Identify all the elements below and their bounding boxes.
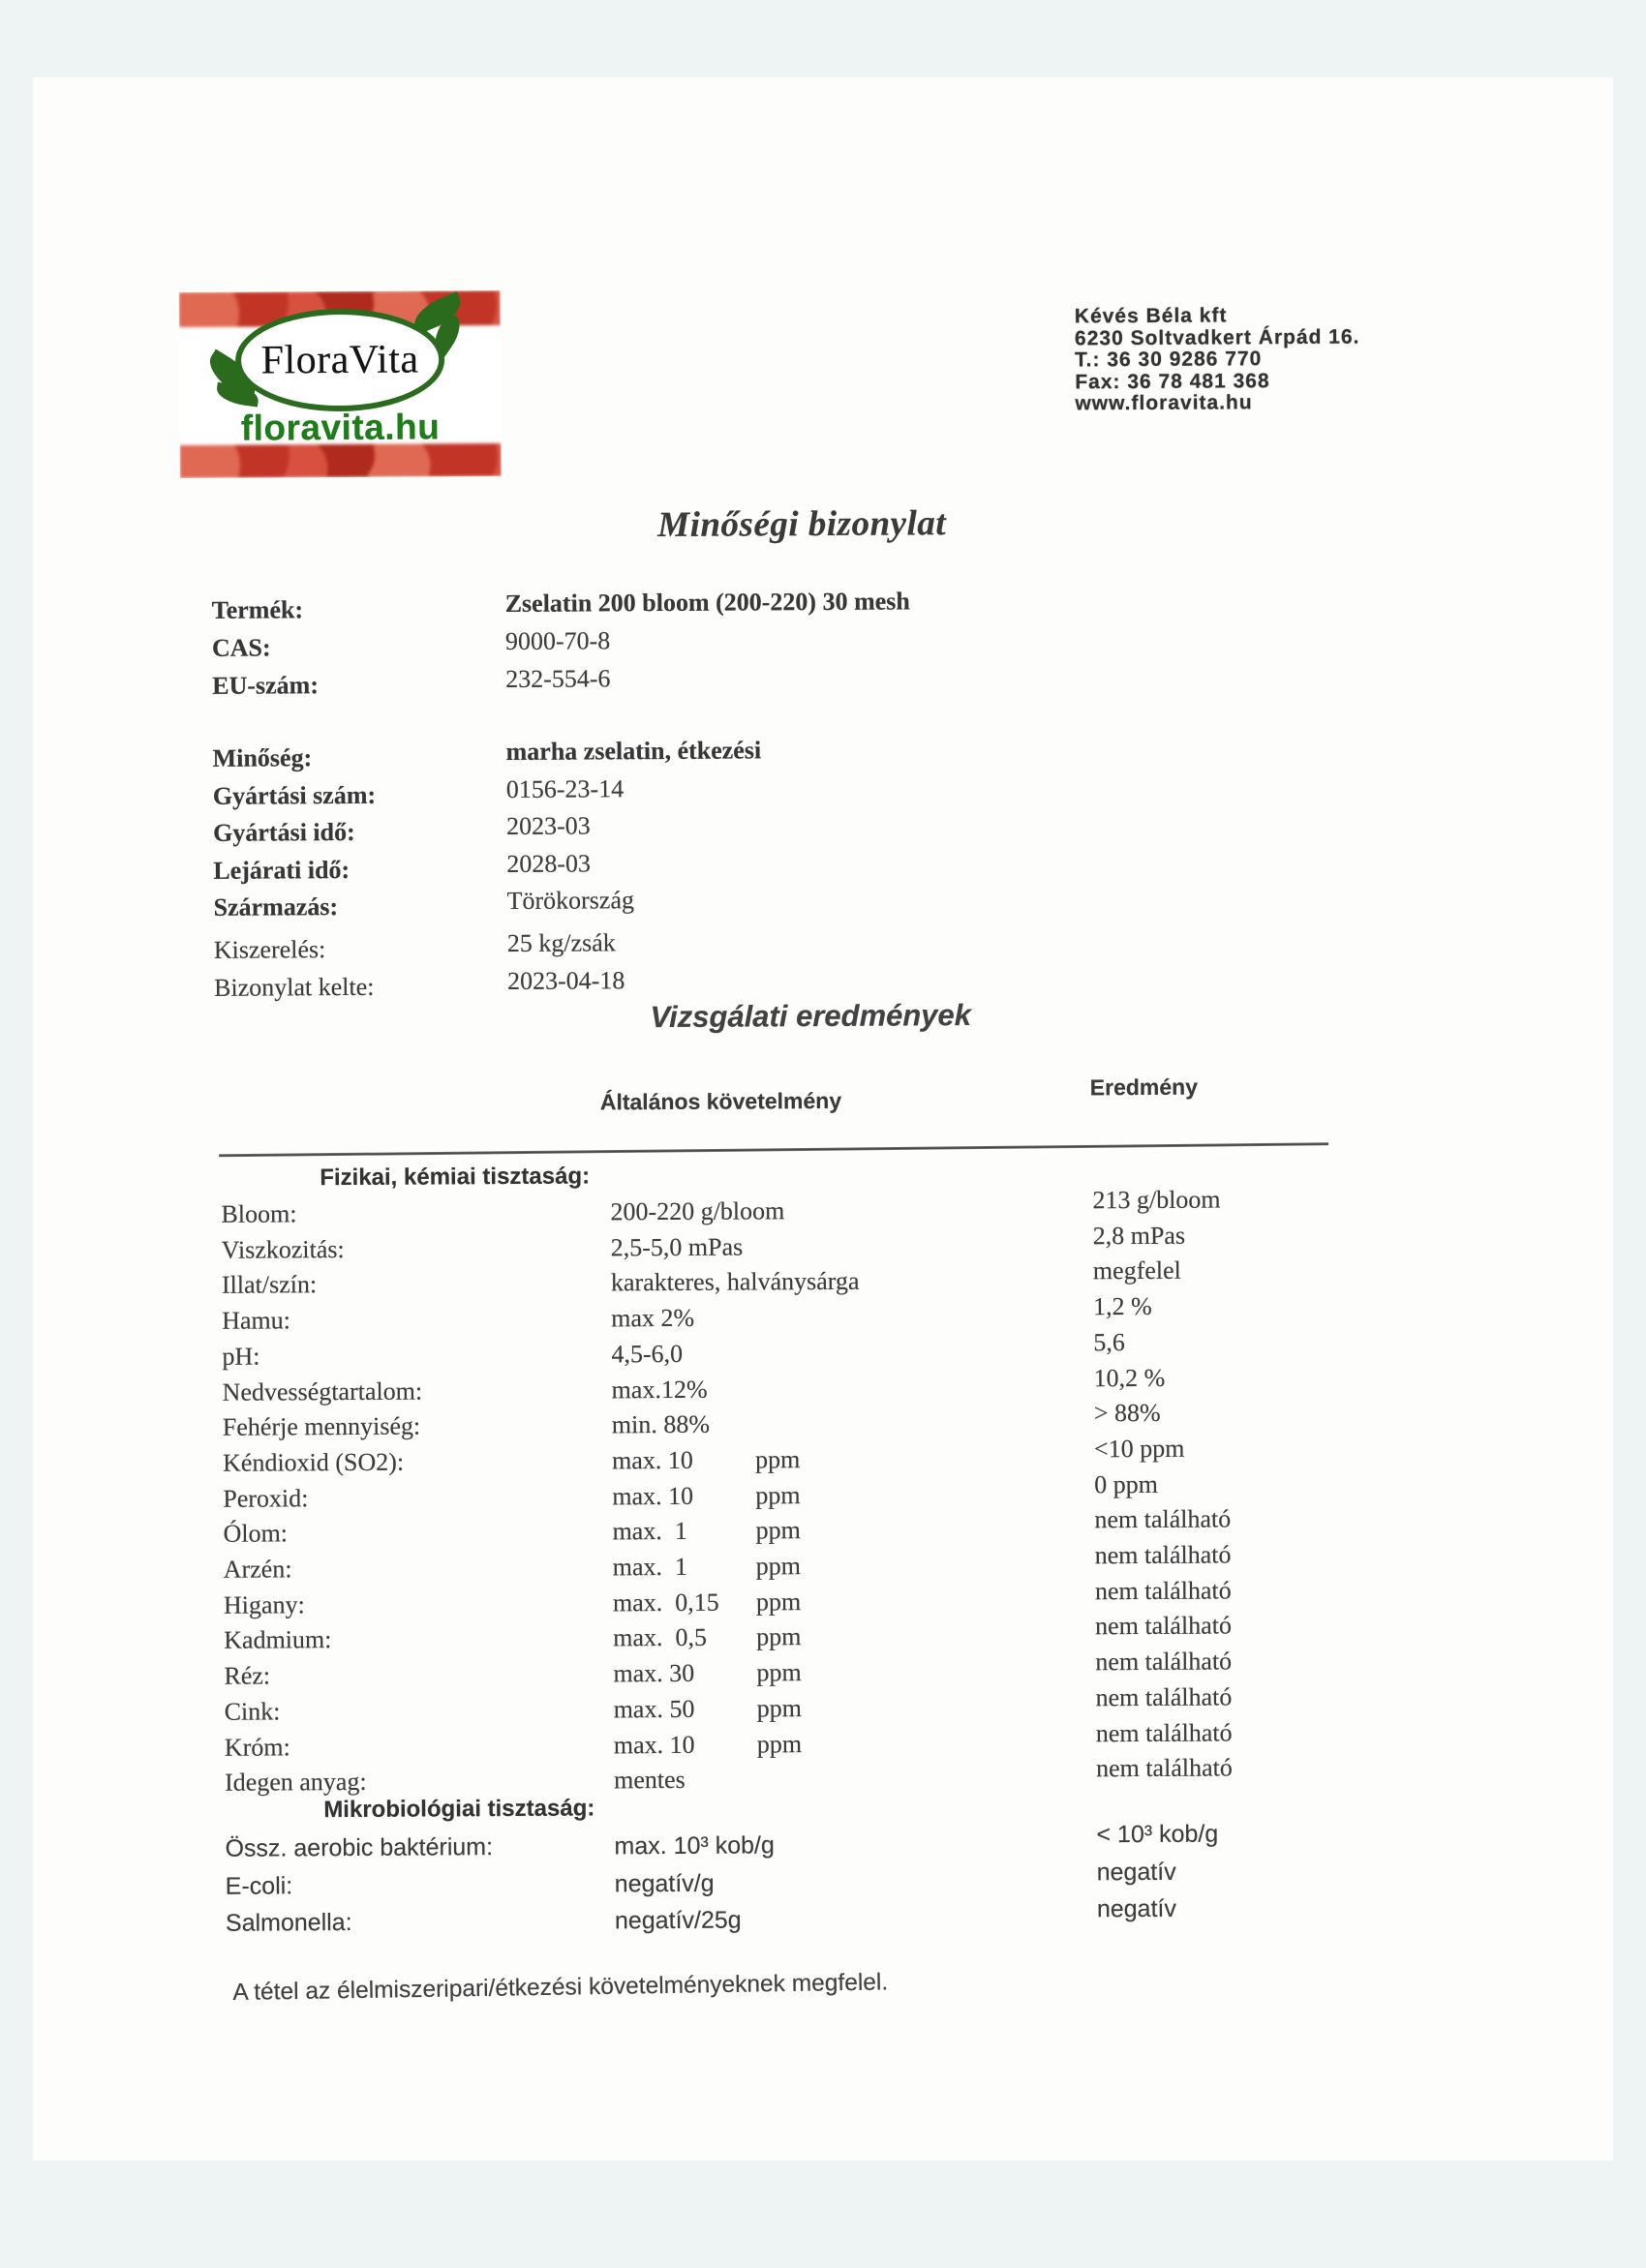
spec-row-requirement: max. 1: [612, 1552, 688, 1582]
spec-row-unit: ppm: [756, 1729, 803, 1758]
spec-row-label: Kéndioxid (SO2):: [222, 1447, 405, 1477]
spec-row-label: Idegen anyag:: [225, 1768, 367, 1797]
info-row-value: 2028-03: [506, 848, 592, 878]
spec-row-requirement: max. 10: [611, 1445, 693, 1475]
spec-row-result: 5,6: [1093, 1327, 1125, 1357]
logo-ellipse: [235, 308, 445, 411]
logo-website: floravita.hu: [240, 407, 441, 448]
spec-row-label: Nedvességtartalom:: [222, 1376, 423, 1406]
spec-row-requirement: max 2%: [611, 1303, 695, 1333]
letterhead-company-name: Kévés Béla kft: [1074, 304, 1228, 328]
spec-row-unit: ppm: [756, 1658, 802, 1687]
spec-row-requirement: max. 10: [612, 1481, 694, 1510]
spec-row-result: nem található: [1095, 1682, 1233, 1712]
spec-row-requirement: max. 10³ kob/g: [614, 1831, 775, 1860]
spec-row-requirement: 4,5-6,0: [611, 1339, 684, 1369]
spec-row-unit: ppm: [755, 1552, 802, 1581]
section-header-micro: Mikrobiológiai tisztaság:: [323, 1795, 595, 1824]
spec-row-requirement: max. 0,5: [613, 1623, 708, 1652]
spec-row-requirement: min. 88%: [611, 1409, 711, 1439]
info-row-label: Lejárati idő:: [213, 855, 351, 885]
spec-row-result: megfelel: [1092, 1256, 1181, 1285]
info-row-label: Minőség:: [212, 743, 313, 772]
spec-row-requirement: 2,5-5,0 mPas: [610, 1232, 744, 1262]
info-row-value: 9000-70-8: [504, 626, 611, 655]
spec-row-unit: ppm: [756, 1693, 802, 1723]
spec-row-label: Kadmium:: [224, 1625, 332, 1655]
info-row-value: marha zselatin, étkezési: [505, 736, 762, 766]
info-row-label: Gyártási szám:: [212, 780, 377, 810]
spec-row-label: pH:: [222, 1342, 260, 1371]
column-header-result: Eredmény: [1089, 1074, 1199, 1101]
spec-row-requirement: 200-220 g/bloom: [610, 1196, 785, 1226]
spec-row-label: Hamu:: [222, 1306, 291, 1335]
spec-row-requirement: max. 30: [613, 1658, 695, 1688]
info-row-value: 25 kg/zsák: [506, 928, 616, 957]
document-title: Minőségi bizonylat: [657, 503, 947, 546]
spec-row-result: 10,2 %: [1093, 1363, 1166, 1392]
spec-row-result: nem található: [1095, 1753, 1233, 1783]
spec-row-label: Össz. aerobic baktérium:: [225, 1833, 494, 1862]
spec-row-result: nem található: [1094, 1504, 1232, 1534]
spec-row-result: negatív: [1096, 1858, 1176, 1886]
spec-row-requirement: negatív/25g: [614, 1906, 742, 1935]
spec-row-requirement: max. 0,15: [612, 1588, 719, 1618]
spec-row-requirement: max.12%: [611, 1375, 708, 1404]
spec-row-unit: ppm: [756, 1622, 802, 1651]
spec-row-result: 1,2 %: [1093, 1292, 1152, 1321]
spec-row-requirement: max. 1: [612, 1517, 687, 1546]
info-row-value: Zselatin 200 bloom (200-220) 30 mesh: [504, 587, 910, 618]
spec-row-label: Salmonella:: [225, 1909, 352, 1937]
spec-row-unit: ppm: [754, 1445, 801, 1474]
letterhead-website: www.floravita.hu: [1075, 391, 1253, 415]
spec-row-label: E-coli:: [225, 1871, 293, 1900]
letterhead-phone: T.: 36 30 9286 770: [1075, 348, 1263, 372]
spec-row-requirement: mentes: [614, 1766, 686, 1795]
spec-row-label: Króm:: [224, 1732, 290, 1762]
info-row-label: CAS:: [211, 633, 271, 662]
spec-row-requirement: karakteres, halványsárga: [610, 1267, 860, 1297]
spec-row-result: nem található: [1095, 1611, 1232, 1641]
spec-row-result: 0 ppm: [1094, 1469, 1159, 1498]
spec-row-label: Viszkozitás:: [221, 1234, 345, 1264]
info-row-label: Termék:: [211, 595, 304, 624]
letterhead-address: 6230 Soltvadkert Árpád 16.: [1074, 325, 1360, 349]
section-header-physical: Fizikai, kémiai tisztaság:: [320, 1163, 591, 1192]
spec-row-label: Peroxid:: [223, 1483, 309, 1513]
info-row-value: Törökország: [506, 886, 635, 915]
letterhead-fax: Fax: 36 78 481 368: [1075, 369, 1270, 393]
info-row-value: 2023-04-18: [506, 965, 625, 995]
spec-row-result: < 10³ kob/g: [1096, 1820, 1219, 1849]
spec-row-result: <10 ppm: [1093, 1434, 1185, 1464]
spec-row-label: Arzén:: [223, 1555, 292, 1584]
spec-row-label: Illat/szín:: [221, 1270, 318, 1300]
info-row-label: Bizonylat kelte:: [213, 972, 375, 1002]
info-row-label: Kiszerelés:: [213, 935, 326, 964]
spec-row-unit: ppm: [755, 1480, 801, 1510]
info-row-value: 0156-23-14: [505, 773, 625, 803]
spec-row-result: > 88%: [1093, 1399, 1161, 1428]
spec-row-requirement: max. 10: [613, 1730, 695, 1759]
spec-row-requirement: max. 50: [613, 1694, 695, 1724]
spec-row-label: Bloom:: [221, 1199, 297, 1228]
footer-statement: A tétel az élelmiszeripari/étkezési követelményeknek megfelel.: [232, 1969, 889, 2006]
spec-row-label: Réz:: [224, 1661, 271, 1690]
info-row-label: Gyártási idő:: [213, 817, 355, 847]
spec-row-label: Higany:: [223, 1589, 305, 1619]
results-heading: Vizsgálati eredmények: [650, 998, 972, 1035]
spec-row-result: 213 g/bloom: [1092, 1185, 1221, 1215]
spec-row-label: Cink:: [224, 1697, 281, 1726]
floravita-logo: [179, 290, 502, 478]
info-row-label: EU-szám:: [212, 671, 320, 700]
spec-row-label: Ólom:: [223, 1519, 289, 1549]
header-rule: [219, 1142, 1328, 1157]
spec-row-result: nem található: [1095, 1647, 1233, 1677]
spec-row-result: nem található: [1094, 1540, 1232, 1570]
spec-row-result: nem található: [1095, 1717, 1233, 1747]
spec-row-result: nem található: [1094, 1576, 1232, 1605]
spec-row-label: Fehérje mennyiség:: [222, 1411, 421, 1441]
spec-row-unit: ppm: [755, 1516, 801, 1545]
letterhead: [1075, 304, 1482, 415]
spec-row-requirement: negatív/g: [614, 1869, 715, 1897]
logo-brand-text: FloraVita: [260, 337, 419, 383]
spec-row-unit: ppm: [755, 1587, 802, 1617]
info-row-value: 232-554-6: [505, 664, 611, 693]
spec-row-result: negatív: [1096, 1894, 1177, 1923]
info-row-value: 2023-03: [505, 811, 591, 840]
spec-row-result: 2,8 mPas: [1092, 1221, 1186, 1250]
info-row-label: Származás:: [213, 892, 339, 922]
column-header-requirement: Általános követelmény: [599, 1087, 842, 1115]
